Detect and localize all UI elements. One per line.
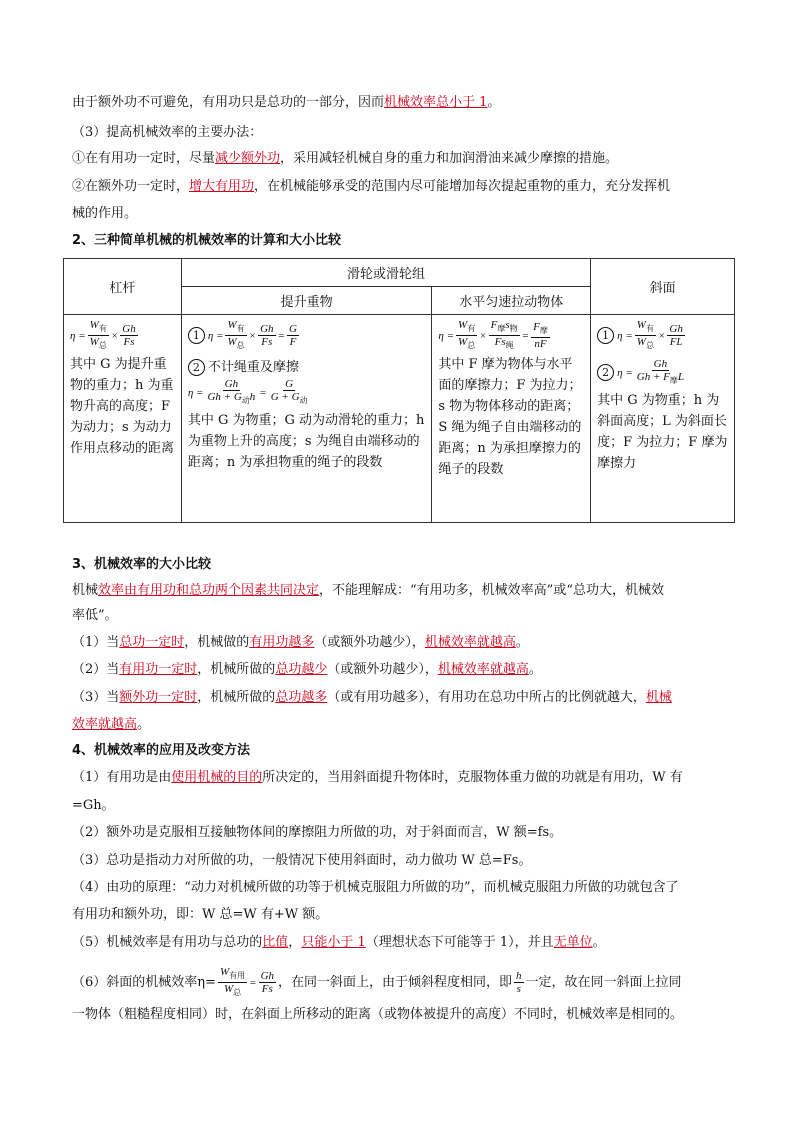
highlight-text: 总功越多 <box>275 690 328 705</box>
text: 。 <box>592 935 606 950</box>
text: ，机械所做的 <box>197 690 276 705</box>
text: 。 <box>487 95 501 110</box>
highlight-text: 机械效率就越高 <box>424 635 516 650</box>
pull-explanation: 其中 F 摩为物体与水平面的摩擦力；F 为拉力；s 物为物体移动的距离；S 绳为绳子自由端移动的距离；n 为承担摩擦力的绳子的段数 <box>438 357 582 478</box>
text: （6）斜面的机械效率η= <box>72 975 216 991</box>
efficiency-table <box>63 258 735 523</box>
header-incline: 斜面 <box>591 259 735 315</box>
section-3-item-2 <box>72 661 542 679</box>
text: （5）机械效率是有用功与总功的 <box>72 935 263 950</box>
highlight-text: 机械效率总小于 1 <box>384 95 488 110</box>
text: ，机械做的 <box>184 635 250 650</box>
formula-lift-1: 1 η = $W_有$ $W_总$ × $\frac{Gh}{Fs}$ = $\frac{G}{F}$ <box>188 319 426 352</box>
cell-lever <box>64 315 182 523</box>
intro-line-2: （3）提高机械效率的主要办法： <box>72 125 263 140</box>
section-2-heading: 2、三种简单机械的机械效率的计算和大小比较 <box>72 233 342 248</box>
incline-explanation: 其中 G 为物重；h 为斜面高度；L 为斜面长度；F 为拉力；F 摩为摩擦力 <box>597 392 728 471</box>
highlight-text: 效率由有用功和总功两个因素共同决定 <box>98 583 320 598</box>
header-pull: 水平匀速拉动物体 <box>432 287 591 315</box>
section-3-item-1 <box>72 634 529 652</box>
text: 。 <box>528 662 542 677</box>
header-pulley: 滑轮或滑轮组 <box>181 259 590 287</box>
section-4-item-1 <box>72 769 683 787</box>
text: （理想状态下可能等于 1），并且 <box>365 935 554 950</box>
highlight-text: 减少额外功 <box>215 151 281 166</box>
text: 。 <box>515 635 529 650</box>
text: 不计绳重及摩擦 <box>207 360 299 376</box>
highlight-text: 机械 <box>645 690 672 705</box>
cell-pull <box>432 315 591 523</box>
section-3-para-line-2: 率低”。 <box>72 608 118 623</box>
section-3-heading: 3、机械效率的大小比较 <box>72 557 212 572</box>
highlight-text: 总功一定时 <box>119 635 185 650</box>
text: ，在同一斜面上，由于倾斜程度相同，即 <box>278 975 513 991</box>
text: 。 <box>137 717 151 732</box>
circled-one: 1 <box>188 327 205 344</box>
section-4-item-4: （4）由功的原理：“动力对机械所做的功等于机械克服阻力所做的功”，而机械克服阻力所做的功就包含了 <box>72 880 679 895</box>
text: ，机械所做的 <box>197 662 276 677</box>
formula-lever: η = $W_有$ $W_总$ × $\frac{Gh}{Fs}$ <box>70 319 136 351</box>
highlight-text: 只能小于 1 <box>301 935 366 950</box>
circled-two: 2 <box>188 359 205 376</box>
fraction-gh-fs: $\frac{Gh}{Fs}$ <box>260 970 275 996</box>
section-4-item-6-cont: 一物体（粗糙程度相同）时，在斜面上所移动的距离（或物体被提升的高度）不同时，机械效率是相同的。 <box>72 1007 684 1022</box>
highlight-text: 比值 <box>262 935 289 950</box>
text: （3）当 <box>72 690 120 705</box>
section-4-item-1-cont: =Gh。 <box>72 798 115 813</box>
fraction-w-ratio: $W_{有用}$ $W_总$ <box>219 966 246 998</box>
text: （1）当 <box>72 635 120 650</box>
highlight-text: 无单位 <box>553 935 593 950</box>
text: ②在额外功一定时， <box>72 179 190 194</box>
text: 机械 <box>72 583 99 598</box>
header-lever: 杠杆 <box>64 259 182 315</box>
intro-line-3 <box>72 150 618 168</box>
highlight-text: 使用机械的目的 <box>171 770 263 785</box>
formula-incline-2: 2 η = Gh $Gh + F_摩L$ <box>597 358 728 387</box>
section-4-item-5 <box>72 934 606 952</box>
lever-explanation: 其中 G 为提升重物的重力；h 为重物升高的高度；F 为动力；s 为动力作用点移动的距离 <box>70 357 175 457</box>
intro-line-4 <box>72 178 670 196</box>
highlight-text: 额外功一定时 <box>119 690 198 705</box>
text: 由于额外功不可避免，有用功只是总功的一部分，因而 <box>72 95 385 110</box>
section-4-item-3: （3）总功是指动力对所做的功，一般情况下使用斜面时，动力做功 W 总=Fs。 <box>72 853 532 868</box>
text: ， <box>288 935 302 950</box>
cell-incline <box>591 315 735 523</box>
formula-incline-1: 1 η = $W_有$ $W_总$ × $\frac{Gh}{FL}$ <box>597 319 728 352</box>
highlight-text: 增大有用功 <box>189 179 255 194</box>
intro-line-1 <box>72 94 500 112</box>
formula-lift-2: η = Gh $Gh + G_动h$ = G $G + G_动$ <box>187 378 308 406</box>
highlight-text: 效率就越高 <box>72 717 138 732</box>
highlight-text: 机械效率就越高 <box>437 662 529 677</box>
section-4-item-2: （2）额外功是克服相互接触物体间的摩擦阻力所做的功，对于斜面而言，W 额=fs。 <box>72 825 563 840</box>
lift-note-2 <box>188 356 426 376</box>
header-lift: 提升重物 <box>181 287 432 315</box>
intro-line-5: 械的作用。 <box>72 206 138 221</box>
circled-two: 2 <box>597 364 614 381</box>
highlight-text: 有用功越多 <box>249 635 315 650</box>
text: （或有用功越多），有用功在总功中所占的比例就越大， <box>327 690 646 705</box>
highlight-text: 有用功一定时 <box>119 662 198 677</box>
fraction-h-s: $\frac{h}{s}$ <box>516 970 522 996</box>
text: （1）有用功是由 <box>72 770 172 785</box>
section-3-item-3 <box>72 689 672 707</box>
text: ，采用减轻机械自身的重力和加润滑油来减少摩擦的措施。 <box>280 151 619 166</box>
text: （2）当 <box>72 662 120 677</box>
text: （或额外功越少）， <box>327 662 438 677</box>
formula-pull: η = $W_有$ $W_总$ × $F_摩s_物$ $Fs_绳$ = $F_摩$ nF <box>438 319 548 351</box>
text: ，在机械能够承受的范围内尽可能增加每次提起重物的重力，充分发挥机 <box>254 179 671 194</box>
highlight-text: 总功越少 <box>275 662 328 677</box>
section-4-heading: 4、机械效率的应用及改变方法 <box>72 743 251 758</box>
section-4-item-6: （6）斜面的机械效率η= $W_{有用}$ $W_总$ = $\frac{Gh}{Fs}$ ，在同一斜面上，由于倾斜程度相同，即 $\frac{h}{s}$ 一定，故在同一斜面上拉同 <box>72 966 682 998</box>
section-3-para-line-1 <box>72 582 664 600</box>
text: 一定，故在同一斜面上拉同 <box>525 975 682 991</box>
circled-one: 1 <box>597 327 614 344</box>
section-3-item-3-cont <box>72 716 150 734</box>
cell-lift <box>181 315 432 523</box>
text: ①在有用功一定时，尽量 <box>72 151 216 166</box>
text: ，不能理解成：“有用功多，机械效率高”或“总功大，机械效 <box>319 583 664 598</box>
text: 所决定的，当用斜面提升物体时，克服物体重力做的功就是有用功，W 有 <box>262 770 683 785</box>
lift-explanation: 其中 G 为物重；G 动为动滑轮的重力；h 为重物上升的高度；s 为绳自由端移动的距离；n 为承担物重的绳子的段数 <box>187 412 425 470</box>
section-4-item-4-cont: 有用功和额外功，即：W 总=W 有+W 额。 <box>72 907 329 922</box>
text: （或额外功越少）， <box>314 635 425 650</box>
